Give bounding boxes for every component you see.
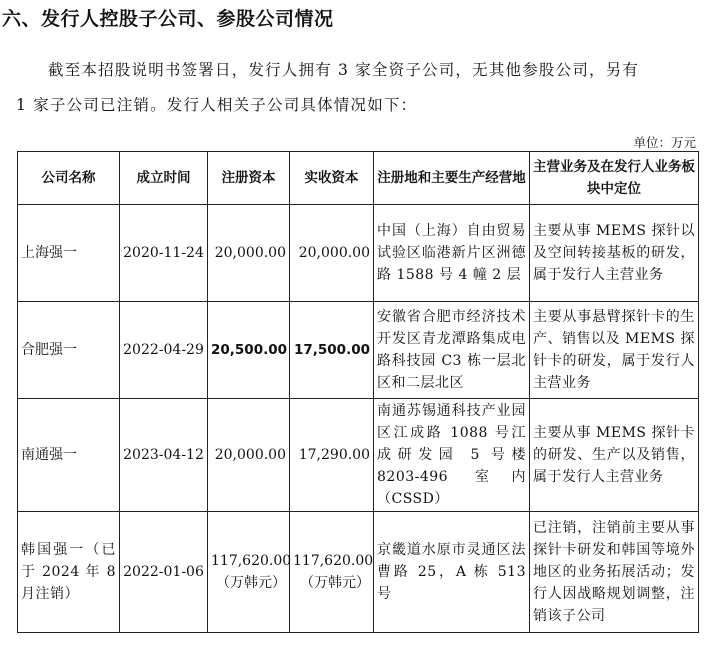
company-name: 上海强一: [18, 205, 120, 302]
address: 京畿道水原市灵通区法曹路 25，A 栋 513 号: [374, 512, 530, 633]
paid-capital: 17,290.00: [290, 399, 374, 512]
table-header-row: [18, 152, 699, 205]
table-row: [18, 205, 699, 302]
founded-date: 2020-11-24: [120, 205, 208, 302]
table-row: [18, 512, 699, 633]
unit-label: 单位：万元: [633, 135, 696, 150]
address: 南通苏锡通科技产业园区江成路 1088 号江成研发园 5 号楼 8203-496 室内（CSSD）: [374, 399, 530, 512]
section-heading: 六、发行人控股子公司、参股公司情况: [2, 8, 334, 30]
table-row: [18, 302, 699, 399]
founded-date: 2023-04-12: [120, 399, 208, 512]
business: 已注销，注销前主要从事探针卡研发和韩国等境外地区的业务拓展活动；发行人因战略规划调整，注销该子公司: [530, 512, 699, 633]
header-founded-date: 成立时间: [120, 152, 208, 205]
header-paid-capital: 实收资本: [290, 152, 374, 205]
header-address: 注册地和主要生产经营地: [374, 152, 530, 205]
business: 主要从事 MEMS 探针卡的研发、生产以及销售，属于发行人主营业务: [530, 399, 699, 512]
founded-date: 2022-01-06: [120, 512, 208, 633]
paid-capital: 20,000.00: [290, 205, 374, 302]
header-registered-capital: 注册资本: [208, 152, 290, 205]
table-row: [18, 399, 699, 512]
paid-capital: 17,500.00: [290, 302, 374, 399]
address: 安徽省合肥市经济技术开发区青龙潭路集成电路科技园 C3 栋一层北区和二层北区: [374, 302, 530, 399]
company-name: 合肥强一: [18, 302, 120, 399]
registered-capital: 20,000.00: [208, 399, 290, 512]
intro-line-1: 截至本招股说明书签署日，发行人拥有 3 家全资子公司，无其他参股公司，另有: [48, 61, 640, 79]
subsidiary-table: [17, 151, 699, 633]
intro-line-2: 1 家子公司已注销。发行人相关子公司具体情况如下：: [16, 96, 418, 114]
header-company-name: 公司名称: [18, 152, 120, 205]
address: 中国（上海）自由贸易试验区临港新片区洲德路 1588 号 4 幢 2 层: [374, 205, 530, 302]
registered-capital: 20,000.00: [208, 205, 290, 302]
paid-capital: 117,620.00（万韩元）: [290, 512, 374, 633]
registered-capital: 117,620.00（万韩元）: [208, 512, 290, 633]
company-name: 韩国强一（已于 2024 年 8 月注销）: [18, 512, 120, 633]
business: 主要从事 MEMS 探针以及空间转接基板的研发，属于发行人主营业务: [530, 205, 699, 302]
company-name: 南通强一: [18, 399, 120, 512]
registered-capital: 20,500.00: [208, 302, 290, 399]
founded-date: 2022-04-29: [120, 302, 208, 399]
business: 主要从事悬臂探针卡的生产、销售以及 MEMS 探针卡的研发，属于发行人主营业务: [530, 302, 699, 399]
header-business: 主营业务及在发行人业务板块中定位: [530, 152, 699, 205]
